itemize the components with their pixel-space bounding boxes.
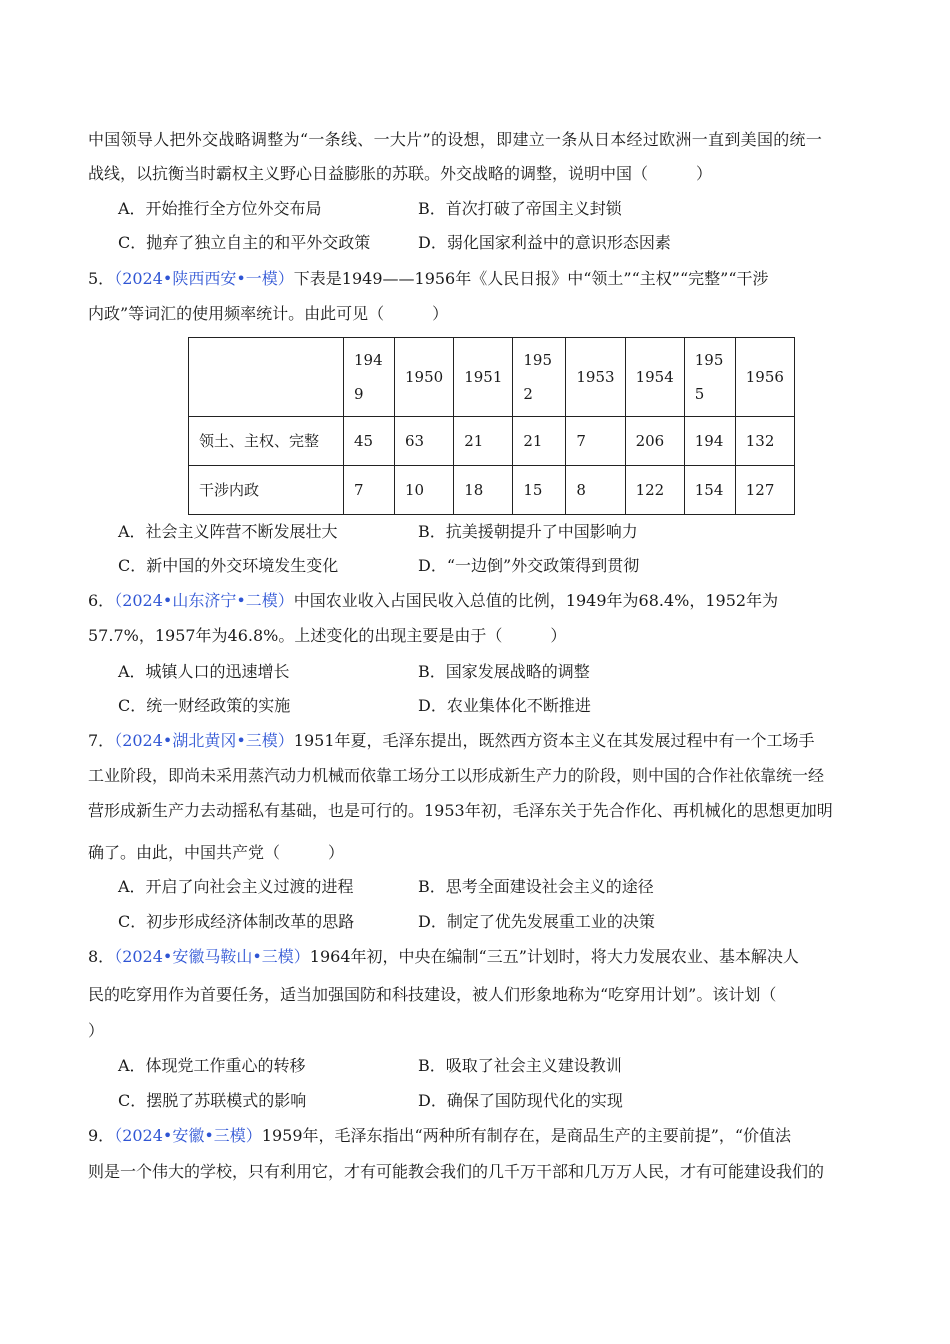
q6-option-b: B．国家发展战略的调整	[418, 662, 590, 681]
table-cell: 15	[513, 466, 566, 515]
table-cell: 18	[454, 466, 513, 515]
table-cell: 194	[684, 417, 735, 466]
q6-stem-line-1	[88, 589, 778, 613]
q4-option-b: B．首次打破了帝国主义封锁	[418, 199, 622, 218]
q5-source: （2024•陕西西安•一模）	[114, 269, 294, 288]
year-cell: 1954	[625, 338, 684, 417]
q7-option-a: A．开启了向社会主义过渡的进程	[118, 877, 354, 896]
q9-stem-line-2: 则是一个伟大的学校，只有利用它，才有可能教会我们的几千万干部和几万万人民，才有可能建设我们的	[88, 1162, 825, 1181]
q7-option-d: D．制定了优先发展重工业的决策	[418, 912, 655, 931]
q7-option-c: C．初步形成经济体制改革的思路	[118, 912, 355, 931]
q8-number: 8．	[88, 947, 115, 966]
table-header-row	[189, 338, 795, 417]
q4-option-c: C．抛弃了独立自主的和平外交政策	[118, 233, 371, 252]
q9-source: （2024•安徽•三模）	[114, 1126, 262, 1145]
q4-stem-line-1: 中国领导人把外交战略调整为“一条线、一大片”的设想，即建立一条从日本经过欧洲一直到美国的统一	[88, 130, 823, 149]
q4-stem-line-2: 战线，以抗衡当时霸权主义野心日益膨胀的苏联。外交战略的调整，说明中国（ ）	[88, 164, 713, 183]
year-cell: 195 2	[513, 338, 566, 417]
q6-option-d: D．农业集体化不断推进	[418, 696, 591, 715]
q5-option-c: C．新中国的外交环境发生变化	[118, 556, 339, 575]
q6-stem-line-2: 57.7%，1957年为46.8%。上述变化的出现主要是由于（ ）	[88, 626, 567, 645]
row-label: 干涉内政	[189, 466, 344, 515]
q8-option-d: D．确保了国防现代化的实现	[418, 1091, 623, 1110]
q5-stem-line-1	[88, 267, 769, 291]
table-cell: 8	[566, 466, 625, 515]
q6-source: （2024•山东济宁•二模）	[114, 591, 294, 610]
q4-option-d: D．弱化国家利益中的意识形态因素	[418, 233, 671, 252]
year-cell: 1953	[566, 338, 625, 417]
table-cell: 127	[735, 466, 794, 515]
q7-stem-line-4: 确了。由此，中国共产党（ ）	[88, 843, 345, 862]
q4-option-a: A．开始推行全方位外交布局	[118, 199, 322, 218]
q5-option-d: D．“一边倒”外交政策得到贯彻	[418, 556, 640, 575]
q8-option-a: A．体现党工作重心的转移	[118, 1056, 306, 1075]
q6-option-a: A．城镇人口的迅速增长	[118, 662, 290, 681]
q7-stem-line-3: 营形成新生产力去动摇私有基础，也是可行的。1953年初，毛泽东关于先合作化、再机械化的思想更加明	[88, 801, 833, 820]
table-cell: 21	[513, 417, 566, 466]
table-cell: 7	[344, 466, 395, 515]
year-cell: 1950	[395, 338, 454, 417]
q7-stem-line-2: 工业阶段，即尚未采用蒸汽动力机械而依靠工场分工以形成新生产力的阶段，则中国的合作社依靠统一经	[88, 766, 825, 785]
table-row	[189, 417, 795, 466]
year-cell: 195 5	[684, 338, 735, 417]
q7-stem-line-1	[88, 729, 815, 753]
table-cell: 154	[684, 466, 735, 515]
table-cell: 45	[344, 417, 395, 466]
table-cell: 7	[566, 417, 625, 466]
table-cell: 122	[625, 466, 684, 515]
year-cell: 1956	[735, 338, 794, 417]
table-cell: 21	[454, 417, 513, 466]
q5-option-a: A．社会主义阵营不断发展壮大	[118, 522, 338, 541]
q7-source: （2024•湖北黄冈•三模）	[114, 731, 294, 750]
q9-stem-text: 1959年，毛泽东指出“两种所有制存在，是商品生产的主要前提”，“价值法	[261, 1126, 792, 1145]
q5-option-b: B．抗美援朝提升了中国影响力	[418, 522, 638, 541]
q7-stem-text: 1951年夏，毛泽东提出，既然西方资本主义在其发展过程中有一个工场手	[293, 731, 815, 750]
q6-option-c: C．统一财经政策的实施	[118, 696, 291, 715]
q8-stem-line-1	[88, 945, 799, 969]
row-label: 领土、主权、完整	[189, 417, 344, 466]
table-cell: 10	[395, 466, 454, 515]
q9-stem-line-1	[88, 1124, 791, 1148]
table-row	[189, 466, 795, 515]
q5-stem-text: 下表是1949——1956年《人民日报》中“领土”“主权”“完整”“干涉	[293, 269, 769, 288]
table-cell: 206	[625, 417, 684, 466]
q8-stem-text: 1964年初，中央在编制“三五”计划时，将大力发展农业、基本解决人	[309, 947, 799, 966]
q8-option-c: C．摆脱了苏联模式的影响	[118, 1091, 307, 1110]
year-cell: 1951	[454, 338, 513, 417]
q8-source: （2024•安徽马鞍山•三模）	[114, 947, 310, 966]
q7-option-b: B．思考全面建设社会主义的途径	[418, 877, 654, 896]
q5-number: 5．	[88, 269, 115, 288]
q8-option-b: B．吸取了社会主义建设教训	[418, 1056, 622, 1075]
q6-stem-text: 中国农业收入占国民收入总值的比例，1949年为68.4%，1952年为	[293, 591, 779, 610]
year-cell: 194 9	[344, 338, 395, 417]
table-corner-cell	[189, 338, 344, 417]
q8-stem-line-3: ）	[88, 1021, 105, 1040]
q5-stem-line-2: 内政”等词汇的使用频率统计。由此可见（ ）	[88, 304, 449, 323]
table-cell: 132	[735, 417, 794, 466]
table-cell: 63	[395, 417, 454, 466]
q6-number: 6．	[88, 591, 115, 610]
q8-stem-line-2: 民的吃穿用作为首要任务，适当加强国防和科技建设，被人们形象地称为“吃穿用计划”。该计划（	[88, 985, 777, 1004]
q7-number: 7．	[88, 731, 115, 750]
q9-number: 9．	[88, 1126, 115, 1145]
frequency-table	[188, 337, 795, 515]
